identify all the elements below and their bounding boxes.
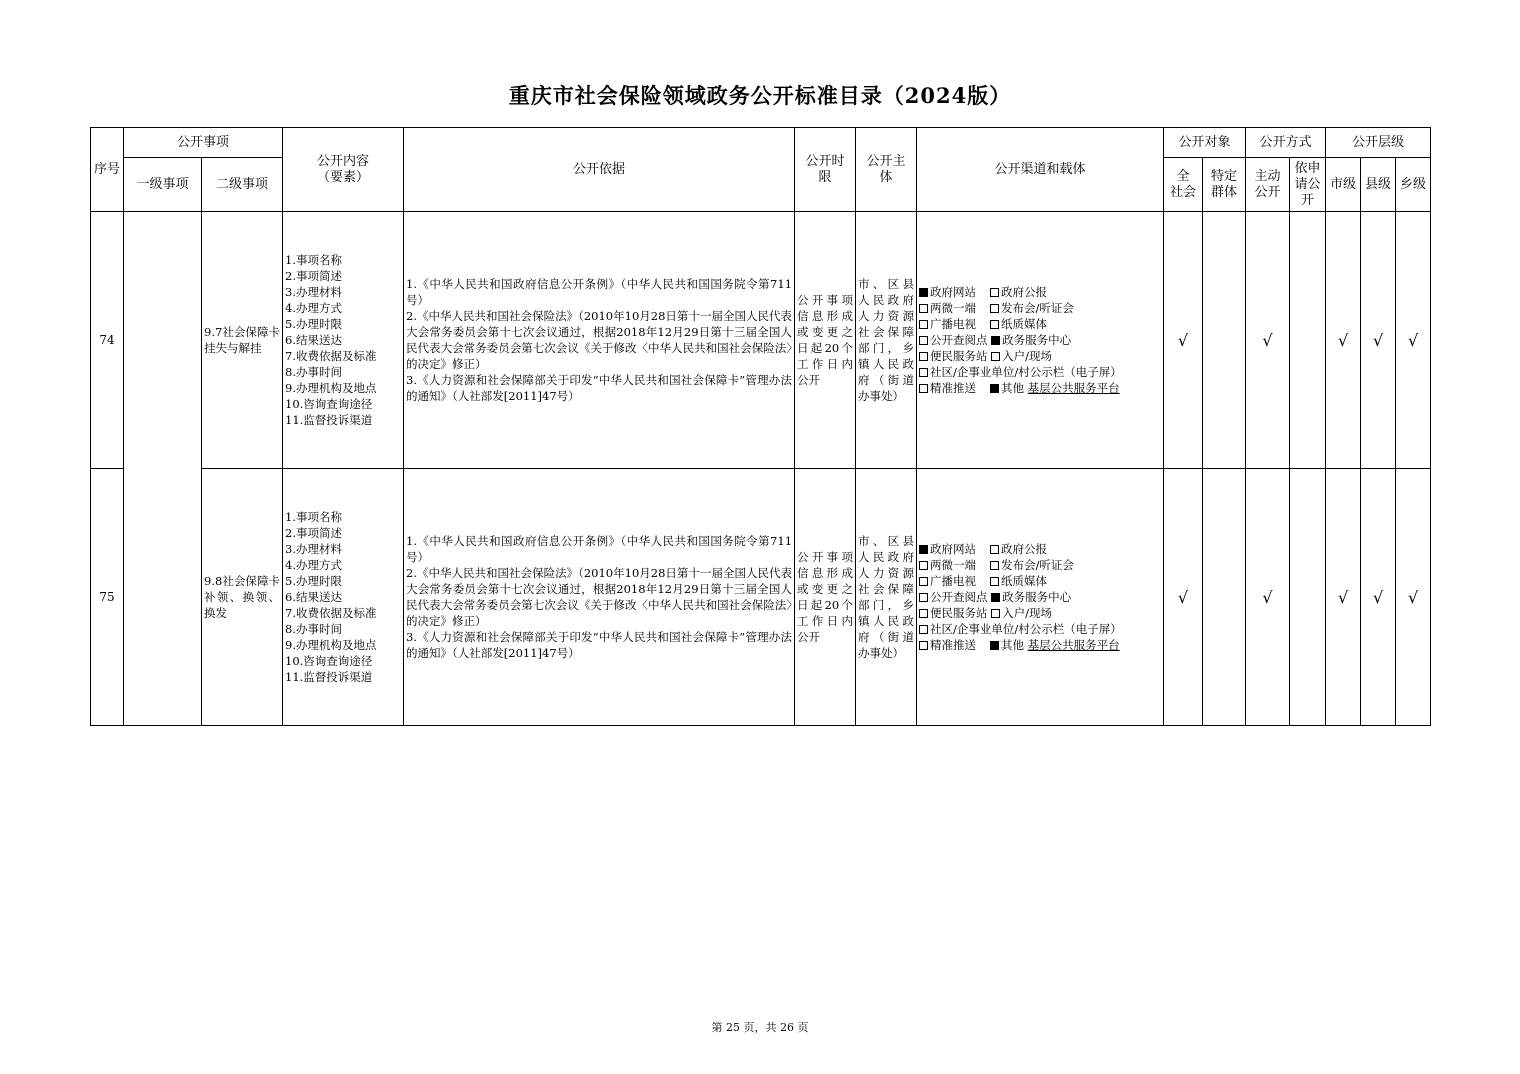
page-footer: 第 25 页，共 26 页 [711,1021,809,1034]
unchecked-box-icon [990,304,999,313]
header-subject [856,128,917,212]
unchecked-box-icon [919,641,928,650]
channel-two-micro: 两微一端 [930,301,977,315]
content-item: 4.办理方式 [285,301,342,315]
header-method-request-a: 依申 [1294,160,1321,176]
time-limit-text: 公开事项信息形成或变更之日起20个工作日内公开 [797,550,854,644]
subject-text: 市、区县人民政府人力资源社会保障部门，乡镇人民政府（街道办事处） [858,277,915,403]
content-item: 1.事项名称 [285,510,342,524]
time-limit-text: 公开事项信息形成或变更之日起20个工作日内公开 [797,293,854,387]
header-seq: 序号 [91,128,124,212]
check-county: √ [1361,212,1396,469]
content-item: 9.办理机构及地点 [285,381,377,395]
basis-item: 2.《中华人民共和国社会保险法》（2010年10月28日第十一届全国人民代表大会常务委员会第十七次会议通过，根据2018年12月29日第十三届全国人民代表大会常务委员会第七次会议《关于修改〈中华人民共和国社会保险法〉的决定》修正） [406,309,793,371]
check-all: √ [1164,212,1203,469]
header-method-request-c: 开 [1301,192,1315,208]
unchecked-box-icon [990,561,999,570]
content-item: 7.收费依据及标准 [285,349,377,363]
header-time-limit-a: 公开时 [805,153,845,169]
checked-box-icon [990,384,999,393]
content-item: 10.咨询查询途径 [285,397,373,411]
checked-box-icon [991,336,1000,345]
unchecked-box-icon [919,609,928,618]
channel-gov-gazette: 政府公报 [1001,285,1048,299]
unchecked-box-icon [990,545,999,554]
unchecked-box-icon [919,320,928,329]
header-level-county: 县级 [1361,158,1396,212]
unchecked-box-icon [919,384,928,393]
unchecked-box-icon [990,577,999,586]
row-content [283,212,404,469]
checked-box-icon [919,545,928,554]
unchecked-box-icon [991,609,1000,618]
channel-door: 入户/现场 [1002,349,1053,363]
header-method-active-a: 主动 [1254,168,1281,184]
row-level2 [202,212,283,469]
header-basis: 公开依据 [404,128,795,212]
row-seq: 75 [91,469,124,726]
checked-box-icon [919,288,928,297]
channel-paper: 纸质媒体 [1001,317,1048,331]
channel-bulletin: 社区/企事业单位/村公示栏（电子屏） [930,365,1122,379]
content-item: 7.收费依据及标准 [285,606,377,620]
content-item: 5.办理时限 [285,574,342,588]
content-item: 8.办事时间 [285,622,342,636]
check-city: √ [1326,212,1361,469]
row-level2-text: 9.8社会保障卡补领、换领、换发 [204,574,281,620]
header-level-town: 乡级 [1396,158,1431,212]
row-content [283,469,404,726]
unchecked-box-icon [991,352,1000,361]
table-row [91,212,1431,469]
basis-item: 3.《人力资源和社会保障部关于印发“中华人民共和国社会保障卡”管理办法的通知》（人社部发[2011]47号） [406,373,793,403]
header-content-line2: （要素） [317,169,370,185]
row-level1 [124,212,202,726]
channel-gov-gazette: 政府公报 [1001,542,1048,556]
channel-service-center: 政务服务中心 [1002,333,1072,347]
header-level-city: 市级 [1326,158,1361,212]
header-target-specific-b: 群体 [1211,184,1238,200]
channel-other-value: 基层公共服务平台 [1027,381,1120,395]
header-target-all [1164,158,1203,212]
channel-inquiry-point: 公开查阅点 [930,333,988,347]
content-item: 4.办理方式 [285,558,342,572]
channel-push: 精准推送 [930,638,977,652]
channel-two-micro: 两微一端 [930,558,977,572]
content-item: 11.监督投诉渠道 [285,413,373,427]
content-item: 3.办理材料 [285,285,342,299]
row-subject [856,469,917,726]
row-level2-text: 9.7社会保障卡挂失与解挂 [204,325,281,355]
unchecked-box-icon [919,593,928,602]
check-city: √ [1326,469,1361,726]
row-channels [917,469,1164,726]
row-basis [404,212,795,469]
row-time-limit [795,469,856,726]
content-item: 3.办理材料 [285,542,342,556]
unchecked-box-icon [919,625,928,634]
header-method-active-b: 公开 [1254,184,1281,200]
content-item: 9.办理机构及地点 [285,638,377,652]
check-specific [1203,212,1246,469]
content-item: 2.事项简述 [285,526,342,540]
content-item: 6.结果送达 [285,590,342,604]
checked-box-icon [991,593,1000,602]
header-row-1 [91,128,1431,158]
channel-inquiry-point: 公开查阅点 [930,590,988,604]
check-active: √ [1246,469,1290,726]
channel-service-station: 便民服务站 [930,349,988,363]
header-subject-b: 体 [879,169,893,185]
header-time-limit-b: 限 [818,169,832,185]
channel-door: 入户/现场 [1002,606,1053,620]
header-channel: 公开渠道和载体 [917,128,1164,212]
unchecked-box-icon [919,561,928,570]
row-seq: 74 [91,212,124,469]
check-request [1290,469,1326,726]
basis-item: 1.《中华人民共和国政府信息公开条例》（中华人民共和国国务院令第711号） [406,534,793,564]
header-target-group: 公开对象 [1164,128,1246,158]
checked-box-icon [990,641,999,650]
header-target-specific-a: 特定 [1211,168,1238,184]
header-target-all-b: 社会 [1170,184,1197,200]
content-item: 11.监督投诉渠道 [285,670,373,684]
basis-item: 2.《中华人民共和国社会保险法》（2010年10月28日第十一届全国人民代表大会常务委员会第十七次会议通过，根据2018年12月29日第十三届全国人民代表大会常务委员会第七次会议《关于修改〈中华人民共和国社会保险法〉的决定》修正） [406,566,793,628]
unchecked-box-icon [990,288,999,297]
check-active: √ [1246,212,1290,469]
row-level2 [202,469,283,726]
check-town: √ [1396,212,1431,469]
row-basis [404,469,795,726]
header-content-line1: 公开内容 [317,153,370,169]
content-item: 10.咨询查询途径 [285,654,373,668]
unchecked-box-icon [919,368,928,377]
row-channels [917,212,1164,469]
check-all: √ [1164,469,1203,726]
channel-other: 其他 [1001,381,1025,395]
channel-gov-website: 政府网站 [930,285,977,299]
channel-other-value: 基层公共服务平台 [1027,638,1120,652]
basis-item: 3.《人力资源和社会保障部关于印发“中华人民共和国社会保障卡”管理办法的通知》（人社部发[2011]47号） [406,630,793,660]
basis-item: 1.《中华人民共和国政府信息公开条例》（中华人民共和国国务院令第711号） [406,277,793,307]
channel-service-center: 政务服务中心 [1002,590,1072,604]
header-item-group: 公开事项 [124,128,283,158]
header-level2: 二级事项 [202,158,283,212]
channel-gov-website: 政府网站 [930,542,977,556]
channel-press: 发布会/听证会 [1001,558,1074,572]
check-specific [1203,469,1246,726]
content-item: 5.办理时限 [285,317,342,331]
header-subject-a: 公开主 [866,153,906,169]
channel-service-station: 便民服务站 [930,606,988,620]
content-item: 2.事项简述 [285,269,342,283]
check-town: √ [1396,469,1431,726]
unchecked-box-icon [919,352,928,361]
table-row [91,469,1431,726]
header-level-group: 公开层级 [1326,128,1431,158]
catalog-table [90,127,1431,726]
subject-text: 市、区县人民政府人力资源社会保障部门，乡镇人民政府（街道办事处） [858,534,915,660]
unchecked-box-icon [919,577,928,586]
channel-bulletin: 社区/企事业单位/村公示栏（电子屏） [930,622,1122,636]
check-county: √ [1361,469,1396,726]
unchecked-box-icon [990,320,999,329]
content-item: 1.事项名称 [285,253,342,267]
channel-push: 精准推送 [930,381,977,395]
header-target-specific [1203,158,1246,212]
row-time-limit [795,212,856,469]
unchecked-box-icon [919,304,928,313]
channel-other: 其他 [1001,638,1025,652]
channel-paper: 纸质媒体 [1001,574,1048,588]
content-item: 6.结果送达 [285,333,342,347]
unchecked-box-icon [919,336,928,345]
channel-press: 发布会/听证会 [1001,301,1074,315]
header-method-group: 公开方式 [1246,128,1326,158]
content-item: 8.办事时间 [285,365,342,379]
header-target-all-a: 全 [1176,168,1190,184]
header-method-request [1290,158,1326,212]
channel-broadcast: 广播电视 [930,317,977,331]
header-method-active [1246,158,1290,212]
header-level1: 一级事项 [124,158,202,212]
header-method-request-b: 请公 [1294,176,1321,192]
header-time-limit [795,128,856,212]
page-title: 重庆市社会保险领域政务公开标准目录（2024版） [508,83,1012,108]
row-subject [856,212,917,469]
channel-broadcast: 广播电视 [930,574,977,588]
header-content [283,128,404,212]
check-request [1290,212,1326,469]
